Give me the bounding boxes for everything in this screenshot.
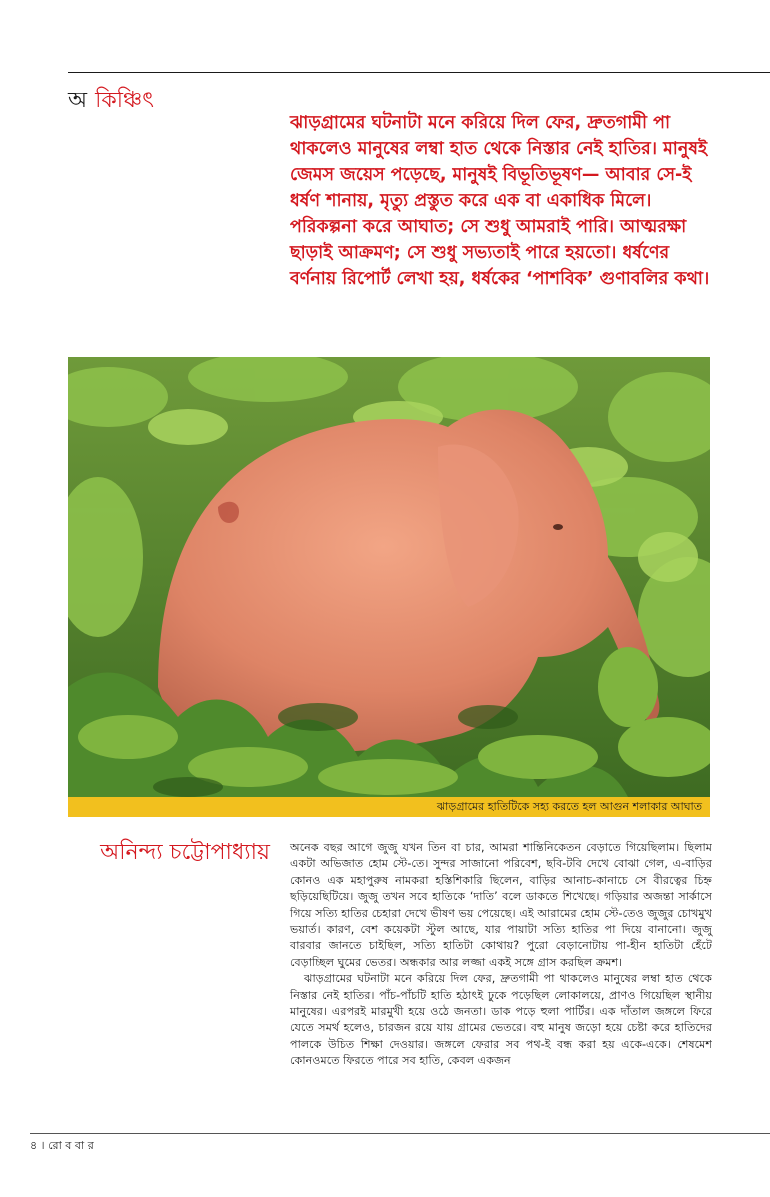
photo-caption: ঝাড়গ্রামের হাতিটিকে সহ্য করতে হল আগুন শলাকার আঘাত (68, 797, 710, 817)
elephant-photo-illustration (68, 357, 710, 797)
article-paragraph-1: অনেক বছর আগে জুজু যখন তিন বা চার, আমরা শান্তিনিকেতন বেড়াতে গিয়েছিলাম। ছিলাম একটা অভিজাত হোম স্টে-তে। সুন্দর সাজানো পরিবেশ, ছবি-টবি দেখে বোঝা গেল, এ-বাড়ির কোনও এক মহাপুরুষ নামকরা হস্তিশিকারি ছিলেন, বাড়ির আনাচ-কানাচে সে বীরত্বের চিহ্ন ছড়িয়েছিটিয়ে। জুজু তখন সবে হাতিকে ‘দাতি’ বলে ডাকতে শিখেছে। গড়িয়ার অজন্তা সার্কাসে গিয়ে সত্যি হাতির চেহারা দেখে ভীষণ ভয় পেয়েছে। এই আরামের হোম স্টে-তেও জুজুর চোখমুখ ভয়ার্ত। কারণ, বেশ কয়েকটা স্টুল আছে, যার পায়াটা সত্যি হাতির পা দিয়ে বানানো। জুজু বারবার জানতে চাইছিল, সত্যি হাতিটা কোথায়? পুরো বেড়ানোটায় পা-হীন হাতিটা হেঁটে বেড়াচ্ছিল ঘুমের ভেতর। অন্ধকার আর লজ্জা একই সঙ্গে গ্রাস করছিল ক্রমশ। (290, 841, 712, 969)
bottom-rule (30, 1133, 770, 1134)
pull-quote: ঝাড়গ্রামের ঘটনাটা মনে করিয়ে দিল ফের, দ্রুতগামী পা থাকলেও মানুষের লম্বা হাত থেকে নিস্তার নেই হাতির। মানুষই জেমস জয়েস পড়েছে, মানুষই বিভূতিভূষণ— আবার সে-ই ধর্ষণ শানায়, মৃত্যু প্রস্তুত করে এক বা একাধিক মিলে। পরিকল্পনা করে আঘাত; সে শুধু আমরাই পারি। আত্মরক্ষা ছাড়াই আক্রমণ; সে শুধু সভ্যতাই পারে হয়তো। ধর্ষণের বর্ণনায় রিপোর্ট লেখা হয়, ধর্ষকের ‘পাশবিক’ গুণাবলির কথা। (290, 113, 710, 289)
top-rule (68, 72, 770, 73)
article-body (290, 840, 712, 1070)
article-paragraph-2: ঝাড়গ্রামের ঘটনাটা মনে করিয়ে দিল ফের, দ্রুতগামী পা থাকলেও মানুষের লম্বা হাত থেকে নিস্তার নেই হাতির। পাঁচ-পাঁচটি হাতি হঠাৎই ঢুকে পড়েছিল লোকালয়ে, প্রাণও গিয়েছিল স্থানীয় মানুষের। এরপরই মারমুখী হয়ে ওঠে জনতা। ডাক পড়ে হুলা পার্টির। এক দাঁতাল জঙ্গলে ফিরে যেতে সমর্থ হলেও, চারজন রয়ে যায় গ্রামের ভেতরে। বহু মানুষ জড়ো হয়ে চেষ্টা করে হাতিদের পালকে উচিত শিক্ষা দেওয়ার। জঙ্গলে ফেরার সব পথ-ই বন্ধ করা হয় একে-একে। শেষমেশ কোনওমতে ফিরতে পারে সব হাতি, কেবল একজন (290, 972, 712, 1068)
page-number: ৪ (30, 1139, 38, 1152)
section-title (68, 86, 154, 116)
elephant-photo (68, 357, 710, 797)
section-prefix: অ (68, 88, 88, 113)
section-name: কিঞ্চিৎ (95, 88, 155, 113)
author-byline: অনিন্দ্য চট্টোপাধ্যায় (100, 840, 270, 865)
folio-separator: । (40, 1139, 45, 1152)
page-footer (30, 1138, 94, 1154)
magazine-name: রো ব বা র (48, 1139, 94, 1152)
